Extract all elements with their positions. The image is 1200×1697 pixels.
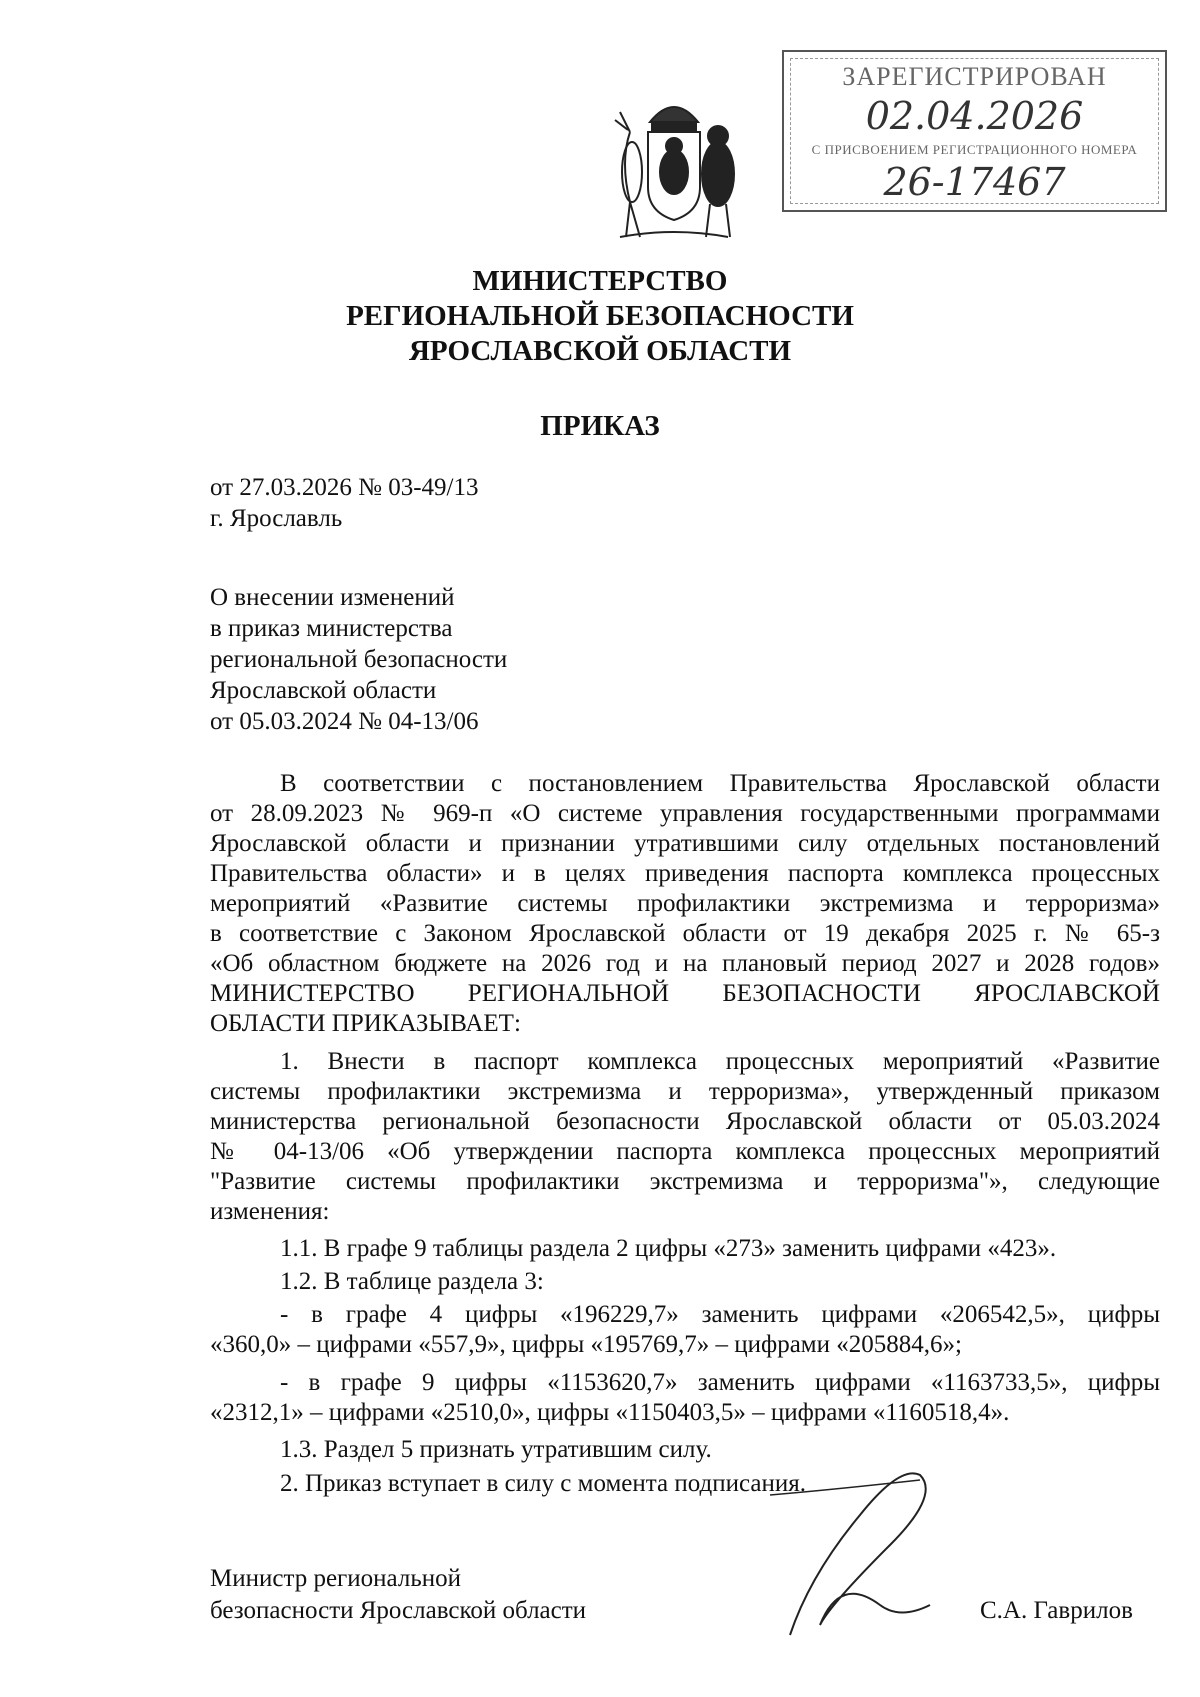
signatory-position-line1: Министр региональной <box>210 1565 462 1592</box>
preamble-line: в соответствие с Законом Ярославской области от 19 декабря 2025 г. № 65-з <box>210 920 1160 947</box>
item1-2b-line: «2312,1» – цифрами «2510,0», цифры «1150403,5» – цифрами «1160518,4». <box>210 1399 1010 1426</box>
item1-line: системы профилактики экстремизма и терроризма», утвержденный приказом <box>210 1078 1160 1105</box>
registration-stamp <box>782 50 1167 212</box>
item1-2a-line: - в графе 4 цифры «196229,7» заменить цифрами «206542,5», цифры <box>280 1301 1160 1328</box>
item1-3: 1.3. Раздел 5 признать утратившим силу. <box>280 1436 712 1463</box>
handwritten-signature <box>770 1455 950 1645</box>
order-city: г. Ярославль <box>210 505 343 532</box>
preamble-line: В соответствии с постановлением Правительства Ярославской области <box>280 770 1160 797</box>
item1-line: № 04-13/06 «Об утверждении паспорта комплекса процессных мероприятий <box>210 1138 1160 1165</box>
item1-line: "Развитие системы профилактики экстремизма и терроризма"», следующие <box>210 1168 1160 1195</box>
stamp-date: 02.04.2026 <box>865 94 1084 138</box>
item1-line: изменения: <box>210 1198 330 1225</box>
item2: 2. Приказ вступает в силу с момента подписания. <box>280 1470 806 1497</box>
ministry-title-line2: РЕГИОНАЛЬНОЙ БЕЗОПАСНОСТИ <box>346 300 854 332</box>
subject-line: региональной безопасности <box>210 646 508 673</box>
item1-2b-line: - в графе 9 цифры «1153620,7» заменить цифрами «1163733,5», цифры <box>280 1369 1160 1396</box>
item1-line: 1. Внести в паспорт комплекса процессных мероприятий «Развитие <box>280 1048 1160 1075</box>
subject-line: от 05.03.2024 № 04-13/06 <box>210 708 479 735</box>
preamble-line: Правительства области» и в целях приведения паспорта комплекса процессных <box>210 860 1160 887</box>
item1-2a-line: «360,0» – цифрами «557,9», цифры «195769,7» – цифрами «205884,6»; <box>210 1331 962 1358</box>
ministry-title-line3: ЯРОСЛАВСКОЙ ОБЛАСТИ <box>408 335 792 367</box>
subject-line: в приказ министерства <box>210 615 453 642</box>
preamble-line: от 28.09.2023 № 969-п «О системе управления государственными программами <box>210 800 1160 827</box>
signatory-position-line2: безопасности Ярославской области <box>210 1597 587 1624</box>
preamble-line: Ярославской области и признании утратившими силу отдельных постановлений <box>210 830 1160 857</box>
preamble-line: ОБЛАСТИ ПРИКАЗЫВАЕТ: <box>210 1010 521 1037</box>
signatory-name: С.А. Гаврилов <box>980 1597 1133 1624</box>
coat-of-arms-emblem <box>600 92 748 244</box>
subject-line: О внесении изменений <box>210 584 455 611</box>
subject-line: Ярославской области <box>210 677 437 704</box>
item1-2: 1.2. В таблице раздела 3: <box>280 1268 544 1295</box>
stamp-registration-number: 26-17467 <box>883 160 1066 204</box>
document-type: ПРИКАЗ <box>540 410 660 442</box>
item1-line: министерства региональной безопасности Ярославской области от 05.03.2024 <box>210 1108 1160 1135</box>
preamble-line: МИНИСТЕРСТВО РЕГИОНАЛЬНОЙ БЕЗОПАСНОСТИ ЯРОСЛАВСКОЙ <box>210 980 1160 1007</box>
order-date-number: от 27.03.2026 № 03-49/13 <box>210 474 479 501</box>
preamble-line: «Об областном бюджете на 2026 год и на плановый период 2027 и 2028 годов» <box>210 950 1160 977</box>
stamp-title: ЗАРЕГИСТРИРОВАН <box>842 62 1107 91</box>
item1-1: 1.1. В графе 9 таблицы раздела 2 цифры «273» заменить цифрами «423». <box>280 1235 1057 1262</box>
ministry-title-line1: МИНИСТЕРСТВО <box>472 265 728 297</box>
preamble-line: мероприятий «Развитие системы профилактики экстремизма и терроризма» <box>210 890 1160 917</box>
stamp-caption: С ПРИСВОЕНИЕМ РЕГИСТРАЦИОННОГО НОМЕРА <box>811 142 1138 157</box>
